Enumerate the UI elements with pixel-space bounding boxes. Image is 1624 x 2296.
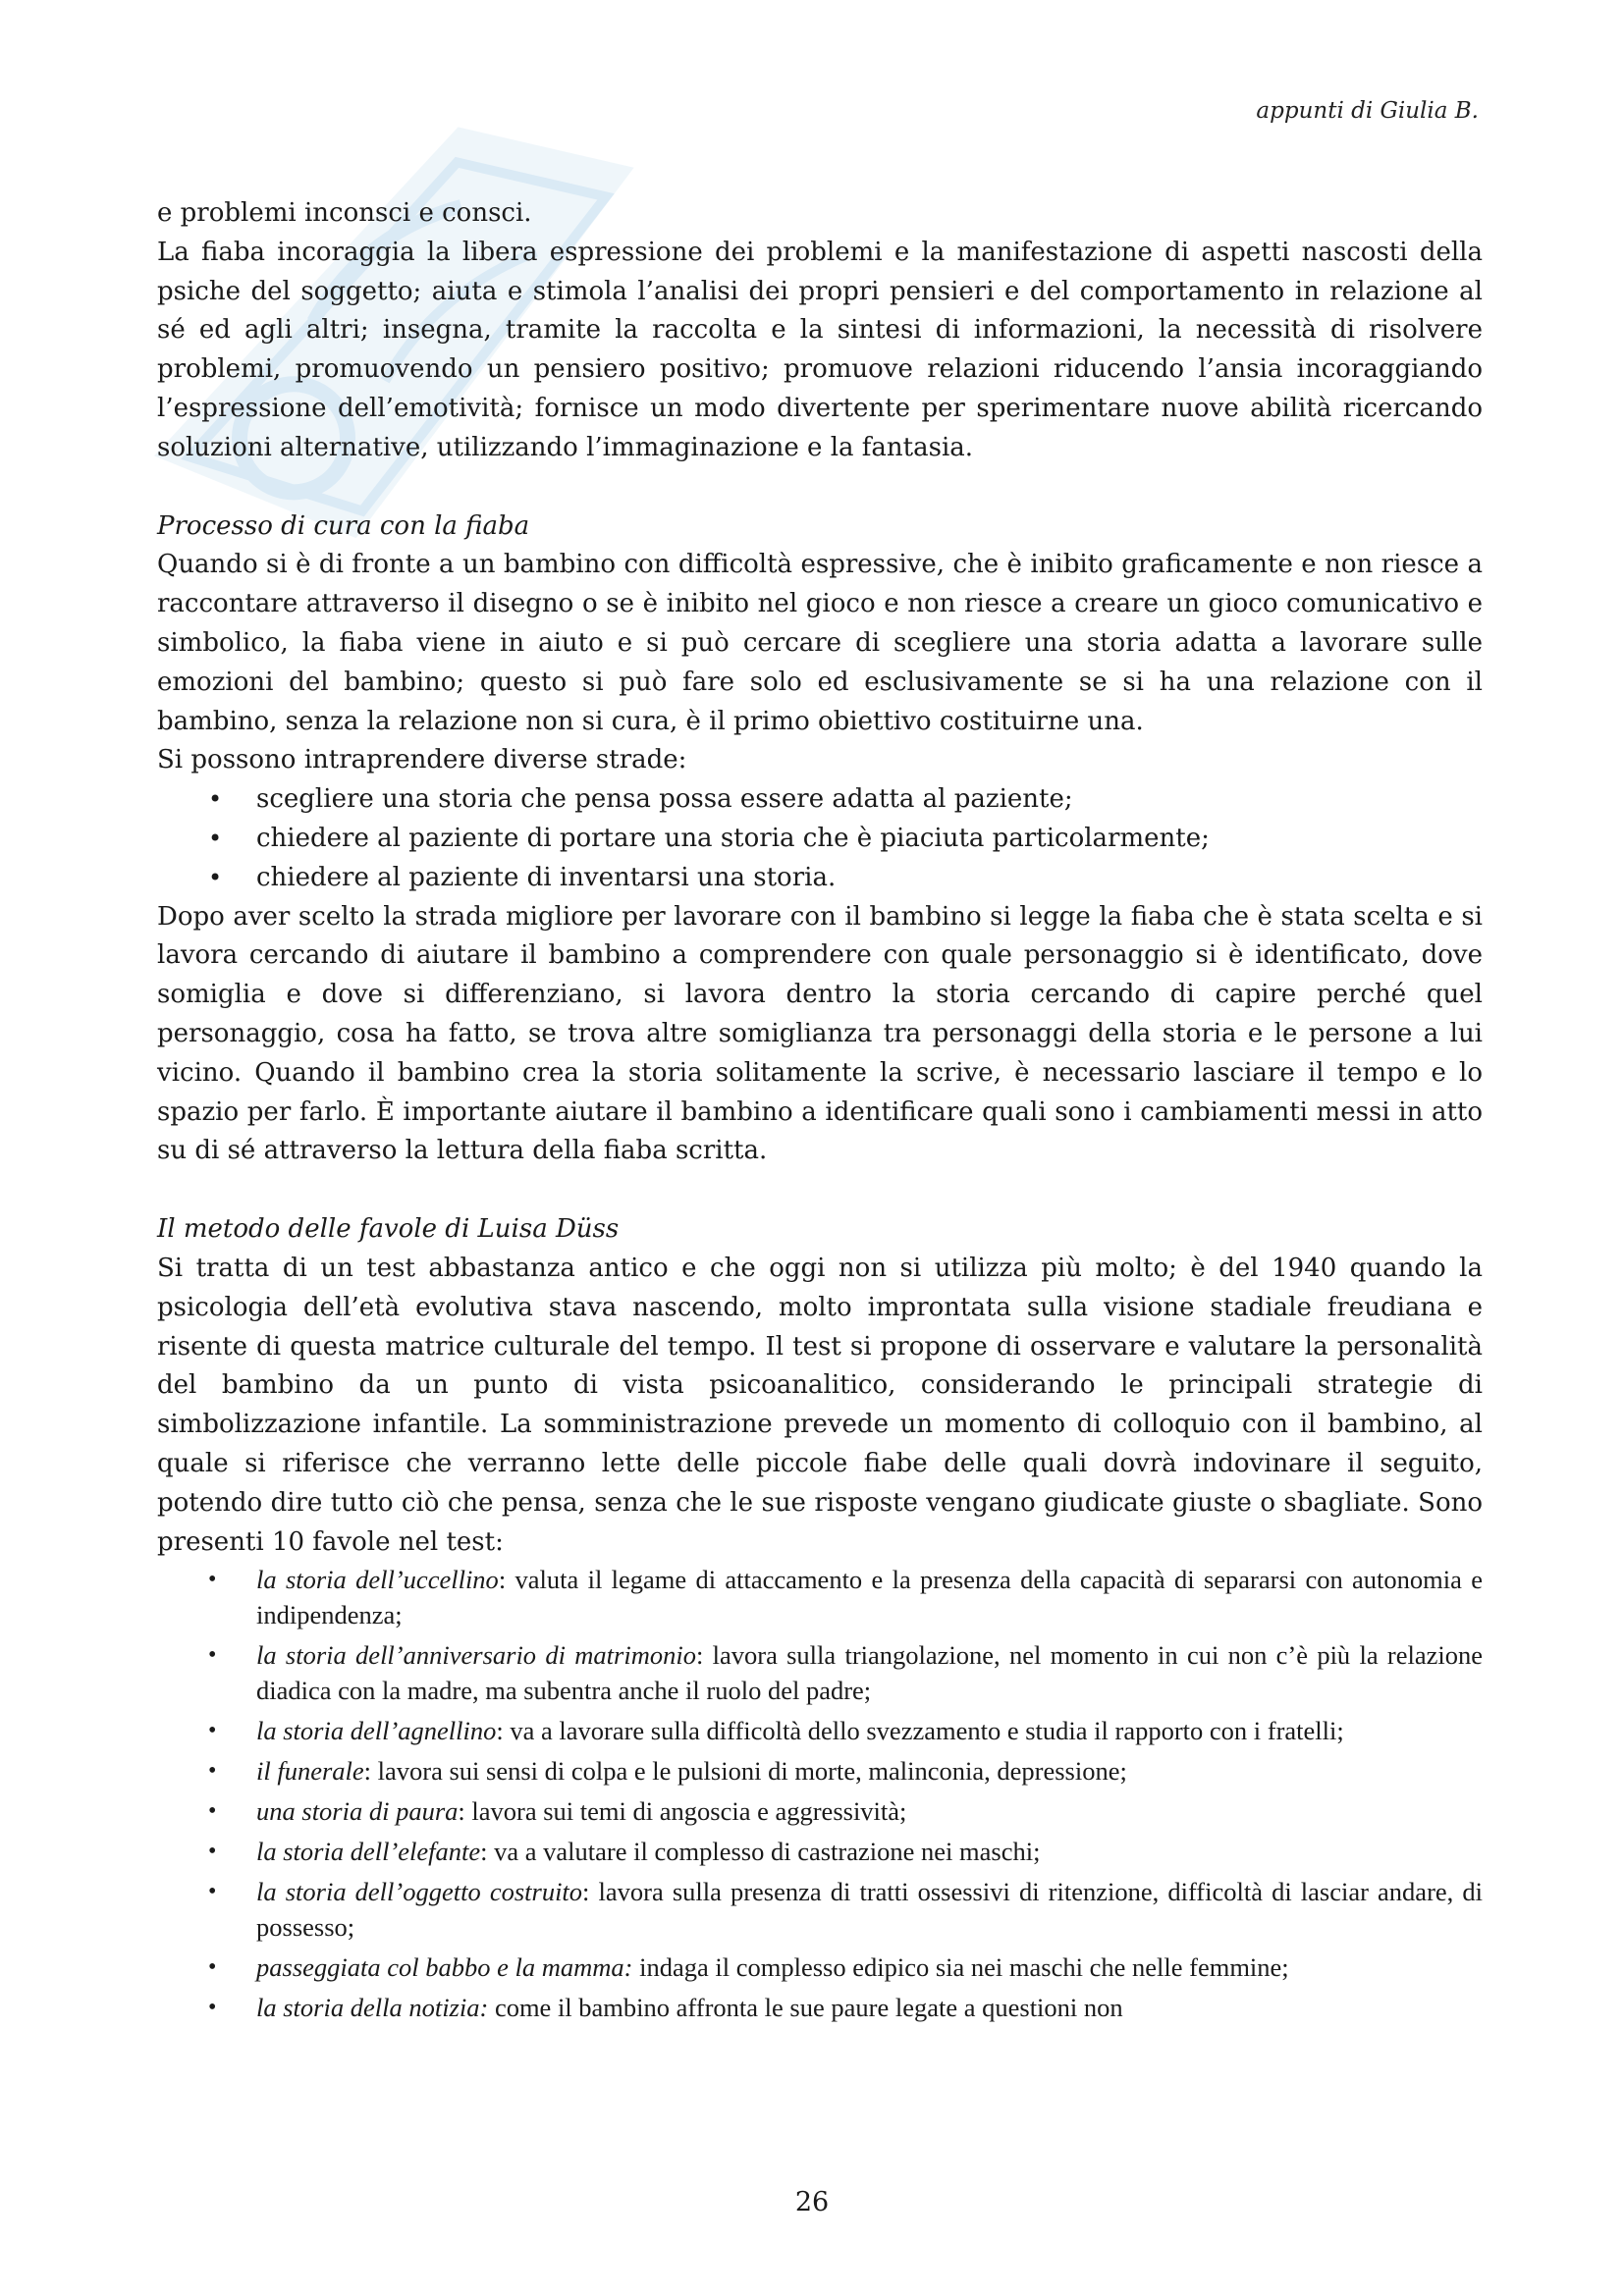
duss-paragraph: Si tratta di un test abbastanza antico e che oggi non si utilizza più molto; è del 1940 quando la psicologia dell’età evolutiva stava nascendo, molto improntata sulla visione stadiale freudiana e risente di questa matrice culturale del tempo. Il test si propone di osservare e valutare la personalità del bambino da un punto di vista psicoanalitico, considerando le principali strategie di simbolizzazione infantile. La somministrazione prevede un momento di colloquio con il bambino, al quale si riferisce che verranno lette delle piccole fiabe delle quali dovrà indovinare il seguito, potendo dire tutto ciò che pensa, senza che le sue risposte vengano giudicate giuste o sbagliate. Sono presenti 10 favole nel test:: [157, 1253, 1483, 1557]
fable-desc: : lavora sui sensi di colpa e le pulsioni di morte, malinconia, depressione;: [363, 1756, 1127, 1787]
fable-desc: : va a valutare il complesso di castrazione nei maschi;: [480, 1837, 1041, 1867]
fable-name: una storia di paura: [256, 1796, 459, 1827]
list-item: [157, 1713, 1483, 1748]
list-item: • scegliere una storia che pensa possa essere adatta al paziente;: [157, 780, 1483, 820]
fable-desc: : lavora sulla triangolazione, nel momento in cui non c’è più la relazione diadica con la madre, ma subentra anche il ruolo del padre;: [256, 1640, 1484, 1706]
fable-name: la storia dell’elefante: [256, 1837, 481, 1867]
list-item: [157, 1874, 1483, 1945]
lettura-paragraph: Dopo aver scelto la strada migliore per lavorare con il bambino si legge la fiaba che è stata scelta e si lavora cercando di aiutare il bambino a comprendere con quale personaggio si è identificato, dove somiglia e dove si differenziano, si lavora dentro la storia cercando di capire perché quel personaggio, cosa ha fatto, se trova altre somiglianza tra personaggi della storia e le persone a lui vicino. Quando il bambino crea la storia solitamente la scrive, è necessario lasciare il tempo e lo spazio per farlo. È importante aiutare il bambino a identificare quali sono i cambiamenti messi in atto su di sé attraverso la lettura della fiaba scritta.: [157, 901, 1483, 1166]
list-item: [157, 1834, 1483, 1869]
fable-name: la storia dell’oggetto costruito: [256, 1877, 583, 1907]
list-item: • chiedere al paziente di portare una storia che è piaciuta particolarmente;: [157, 820, 1483, 859]
list-item: [157, 1637, 1483, 1708]
fable-desc: : va a lavorare sulla difficoltà dello svezzamento e studia il rapporto con i fratelli;: [496, 1716, 1344, 1746]
list-item: [157, 1949, 1483, 1985]
list-item: [157, 1562, 1483, 1632]
fable-desc: : lavora sulla presenza di tratti ossessivi di ritenzione, difficoltà di lasciar andare, di possesso;: [256, 1877, 1483, 1943]
continuation-line: e problemi inconsci e consci.: [157, 198, 532, 228]
fable-desc: indaga il complesso edipico sia nei maschi che nelle femmine;: [632, 1952, 1289, 1983]
intro-paragraph: La fiaba incoraggia la libera espressione dei problemi e la manifestazione di aspetti nascosti della psiche del soggetto; aiuta e stimola l’analisi dei propri pensieri e del comportamento in relazione al sé ed agli altri; insegna, tramite la raccolta e la sintesi di informazioni, la necessità di risolvere problemi, promuovendo un pensiero positivo; promuove relazioni riducendo l’ansia incoraggiando l’espressione dell’emotività; fornisce un modo divertente per sperimentare nuove abilità ricercando soluzioni alternative, utilizzando l’immaginazione e la fantasia.: [157, 237, 1483, 462]
page-number: 26: [794, 2187, 830, 2217]
running-header: appunti di Giulia B.: [1256, 98, 1479, 124]
fable-name: la storia dell’uccellino: [256, 1565, 499, 1595]
list-item: • chiedere al paziente di inventarsi una storia.: [157, 859, 1483, 898]
list-item: [157, 1753, 1483, 1789]
strade-list: [157, 780, 1483, 897]
cura-paragraph: Quando si è di fronte a un bambino con difficoltà espressive, che è inibito graficamente e non riesce a raccontare attraverso il disegno o se è inibito nel gioco e non riesce a creare un gioco comunicativo e simbolico, la fiaba viene in aiuto e si può cercare di scegliere una storia adatta a lavorare sulle emozioni del bambino; questo si può fare solo ed esclusivamente se si ha una relazione con il bambino, senza la relazione non si cura, è il primo obiettivo costituirne una.: [157, 550, 1483, 736]
fable-name: la storia dell’agnellino: [256, 1716, 497, 1746]
fable-desc: : valuta il legame di attaccamento e la presenza della capacità di separarsi con autonomia e indipendenza;: [256, 1565, 1483, 1630]
list-item: [157, 1990, 1483, 2025]
favole-list: [157, 1562, 1483, 2025]
section-title-cura: Processo di cura con la fiaba: [157, 510, 530, 541]
fable-name: passeggiata col babbo e la mamma:: [256, 1952, 633, 1983]
section-title-duss: Il metodo delle favole di Luisa Düss: [157, 1214, 620, 1245]
page-body: [157, 194, 1483, 2030]
fable-name: la storia dell’anniversario di matrimonio: [256, 1640, 696, 1671]
fable-name: la storia della notizia:: [256, 1993, 489, 2023]
fable-name: il funerale: [256, 1756, 364, 1787]
strade-intro: Si possono intraprendere diverse strade:: [157, 745, 687, 775]
fable-desc: come il bambino affronta le sue paure legate a questioni non: [488, 1993, 1123, 2023]
fable-desc: : lavora sui temi di angoscia e aggressività;: [458, 1796, 907, 1827]
list-item: [157, 1793, 1483, 1829]
